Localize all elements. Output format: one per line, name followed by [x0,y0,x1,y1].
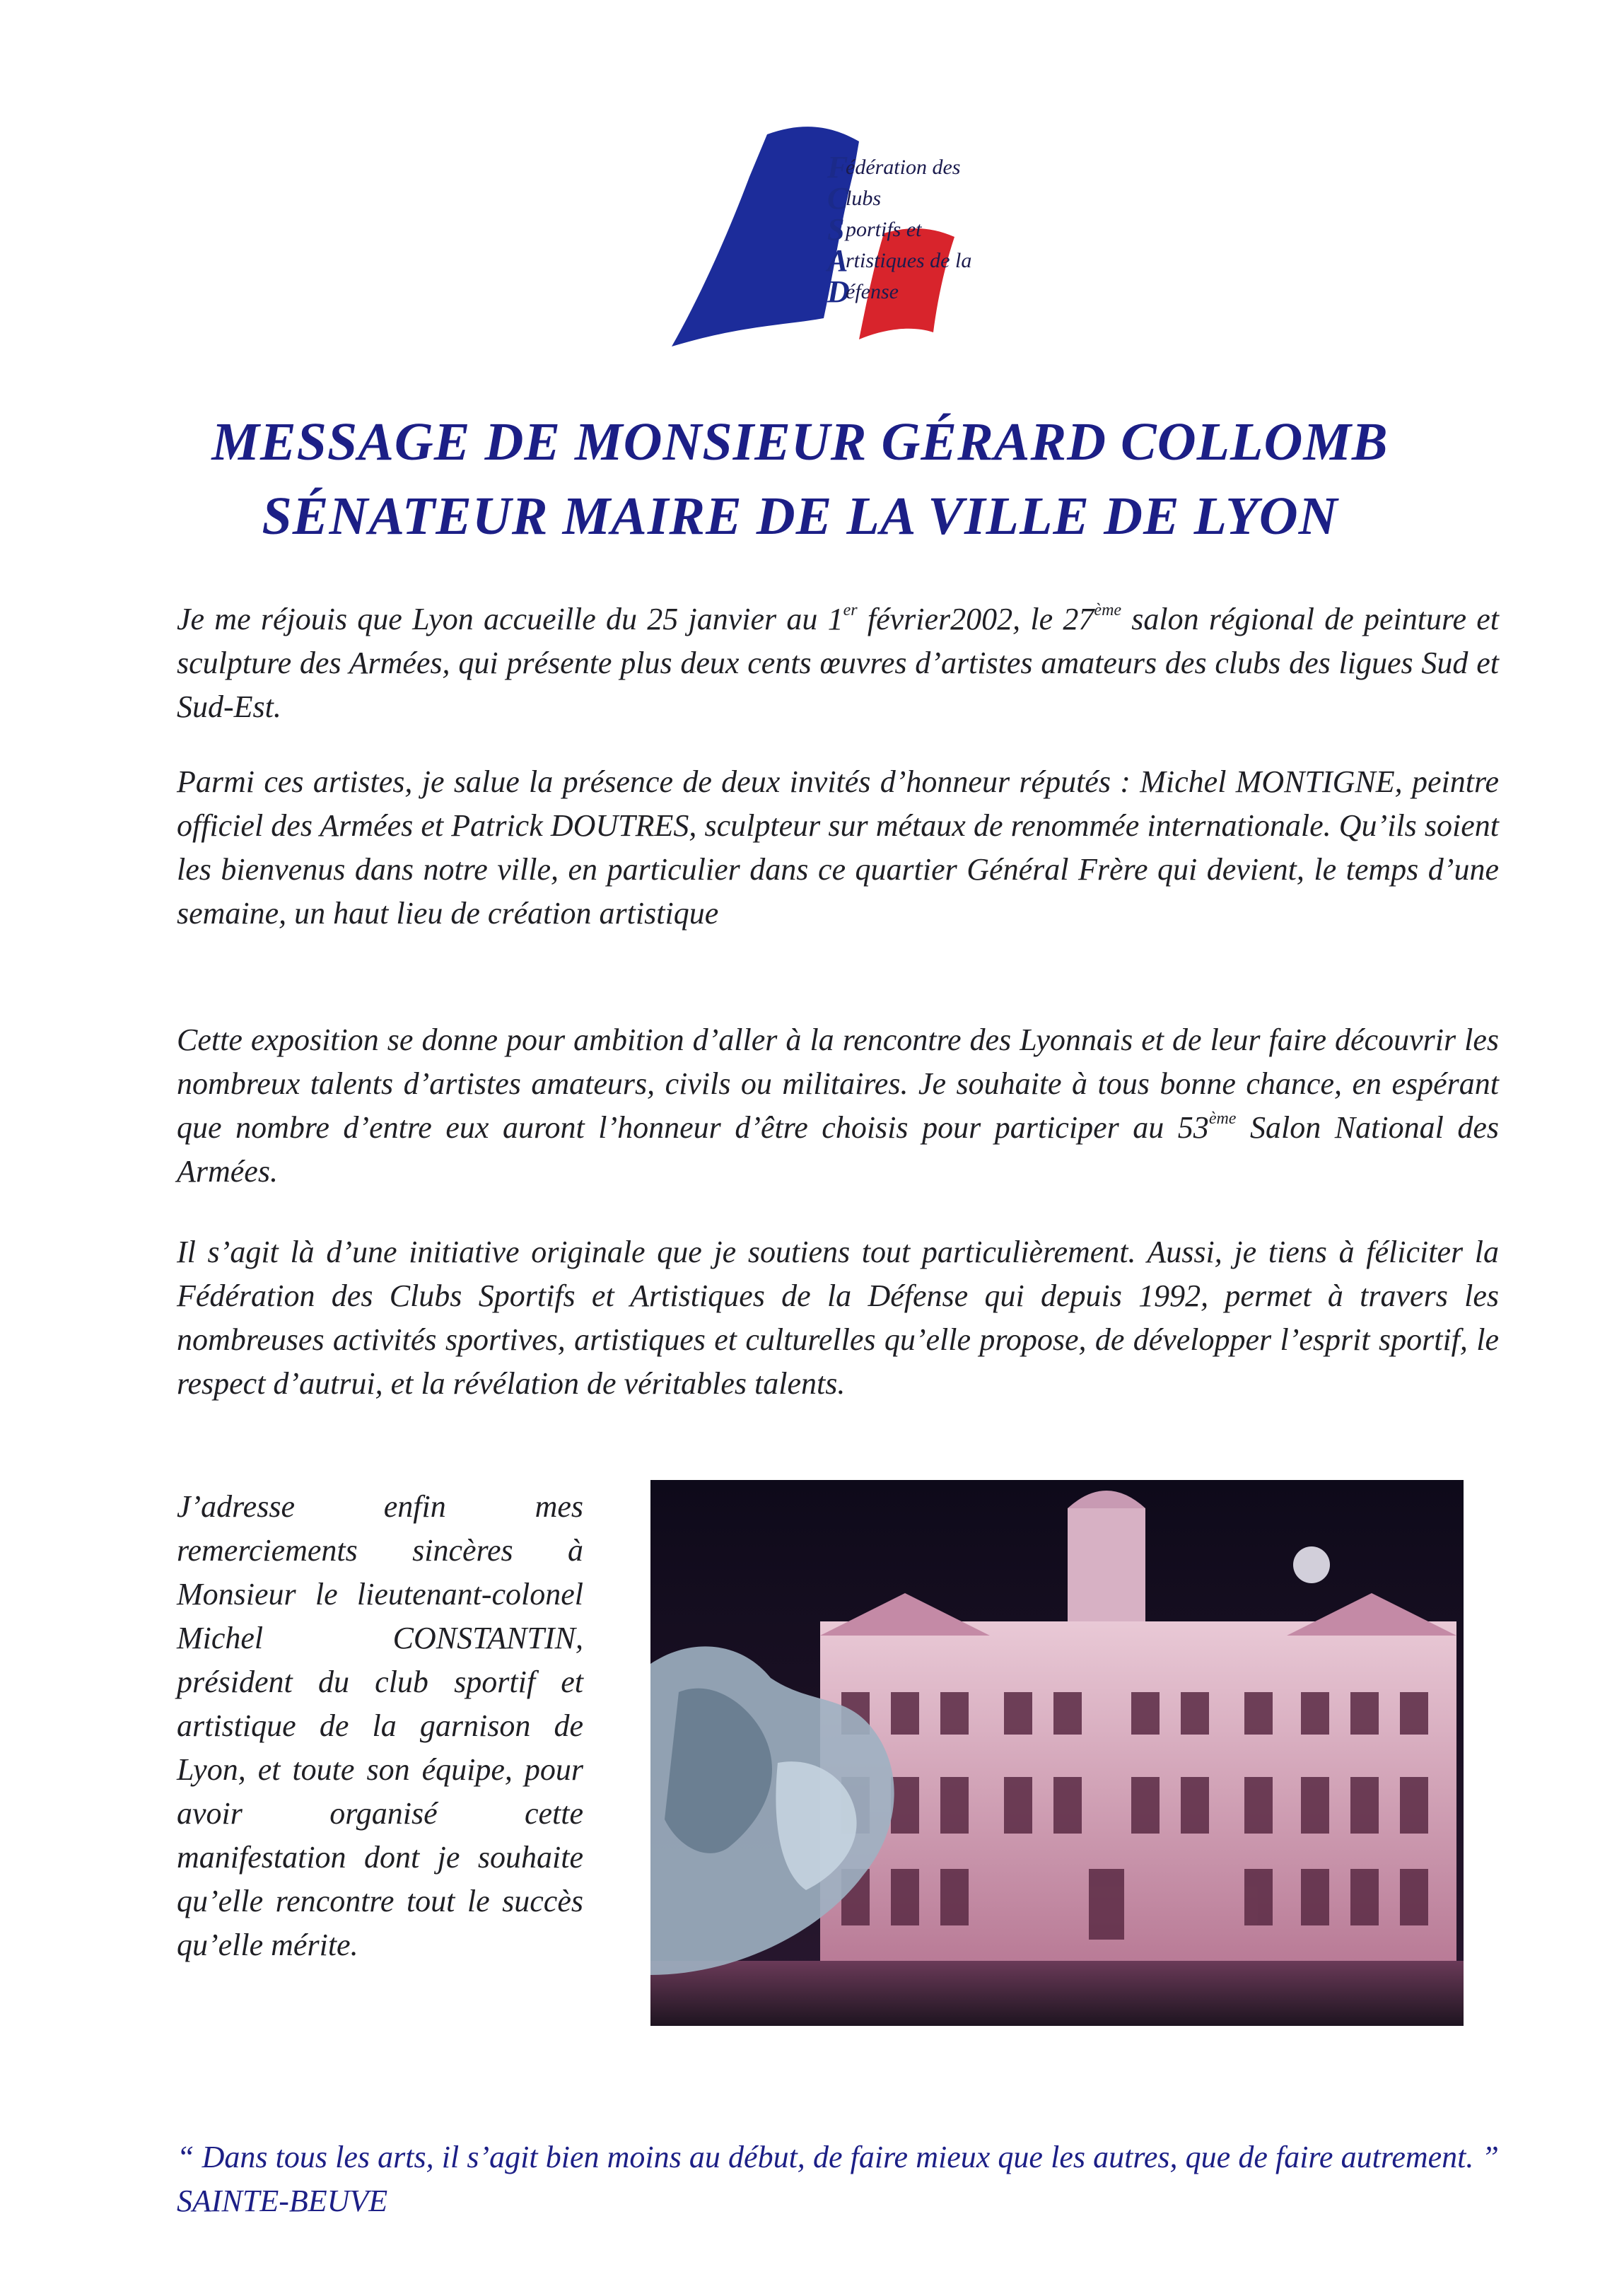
closing-quote: “ Dans tous les arts, il s’agit bien moins au début, de faire mieux que les autres, que de faire autrement. ” SAINTE-BEUVE [177,2140,1499,2218]
paragraph-4: Il s’agit là d’une initiative originale que je soutiens tout particulièrement. Aussi, je tiens à féliciter la Fédération des Clubs Sportifs et Artistiques de la Défense qui depuis 1992, permet à travers les nombreuses activités sportives, artistiques et culturelles qu’elle propose, de développer l’esprit sportif, le respect d’autrui, et la révélation de véritables talents. [177,1235,1499,1401]
logo-line-5: D éfense [827,274,899,309]
page-title-line-1: MESSAGE DE MONSIEUR GÉRARD COLLOMB [211,412,1389,472]
paragraph-5: J’adresse enfin mes remerciements sincères à Monsieur le lieutenant-colonel Michel CONSTANTIN, président du club sportif et artistique de la garnison de Lyon, et toute son équipe, pour avoir organisé cette manifestation dont je souhaite qu’elle rencontre tout le succès qu’elle mérite. [177,1489,583,1962]
logo-line-2: C lubs [827,181,882,216]
fcsad-logo [672,113,1011,354]
paragraph-2: Parmi ces artistes, je salue la présence de deux invités d’honneur réputés : Michel MONTIGNE, peintre officiel des Armées et Patrick DOUTRES, sculpteur sur métaux de renommée internationale. Qu’ils soient les bienvenus dans notre ville, en particulier dans ce quartier Général Frère qui devient, le temps d’une semaine, un haut lieu de création artistique [177,764,1499,931]
paragraph-3: Cette exposition se donne pour ambition d’aller à la rencontre des Lyonnais et de leur faire découvrir les nombreux talents d’artistes amateurs, civils ou militaires. Je souhaite à tous bonne chance, en espérant que nombre d’entre eux auront l’honneur d’être choisis pour participer au 53ème Salon National des Armées. [177,1022,1499,1189]
logo-line-3: S portifs et [827,212,922,247]
logo-line-1: F édération des [827,150,961,185]
city-hall-photo [650,1480,1464,2026]
page-title-line-2: SÉNATEUR MAIRE DE LA VILLE DE LYON [262,486,1338,546]
paragraph-1: Je me réjouis que Lyon accueille du 25 janvier au 1er février2002, le 27ème salon régional de peinture et sculpture des Armées, qui présente plus deux cents œuvres d’artistes amateurs des clubs des ligues Sud et Sud-Est. [177,601,1499,724]
logo-line-4: A rtistiques de la [827,243,972,278]
